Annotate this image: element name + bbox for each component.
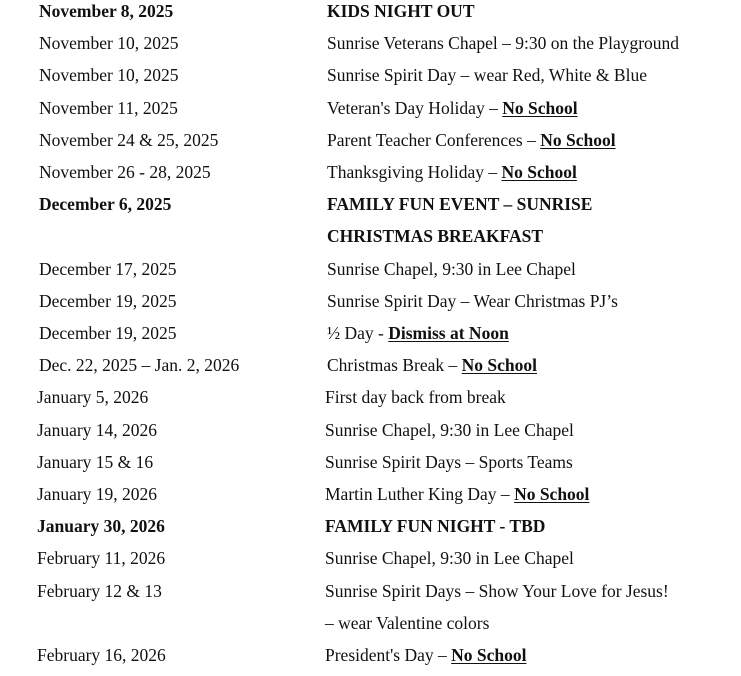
calendar-row xyxy=(0,97,741,129)
calendar-row xyxy=(0,612,741,644)
event-date: January 5, 2026 xyxy=(37,387,149,408)
event-date: January 19, 2026 xyxy=(37,484,158,504)
event-text: Sunrise Chapel, 9:30 in Lee Chapel xyxy=(325,419,574,440)
event-description xyxy=(327,97,578,119)
event-emphasis: No School xyxy=(501,162,577,182)
event-emphasis: No School xyxy=(461,355,537,376)
event-description xyxy=(325,612,489,634)
calendar-row xyxy=(0,290,741,322)
event-text: Sunrise Spirit Day – wear Red, White & Blue xyxy=(327,65,647,86)
event-date: November 10, 2025 xyxy=(39,65,179,86)
event-description xyxy=(327,225,543,247)
event-emphasis: No School xyxy=(540,129,616,150)
event-description xyxy=(325,483,589,505)
event-date: December 19, 2025 xyxy=(39,323,177,343)
event-description xyxy=(325,547,574,569)
event-date: December 17, 2025 xyxy=(39,258,177,279)
event-text: FAMILY FUN EVENT – SUNRISE xyxy=(327,194,593,215)
event-text: Sunrise Chapel, 9:30 in Lee Chapel xyxy=(325,548,574,569)
event-emphasis: No School xyxy=(451,645,527,665)
event-date: January 14, 2026 xyxy=(37,419,158,440)
event-date: November 10, 2025 xyxy=(39,33,179,54)
event-description xyxy=(325,451,573,473)
event-description xyxy=(327,129,616,151)
calendar-row xyxy=(0,161,741,193)
event-date: February 16, 2026 xyxy=(37,645,166,665)
calendar-row xyxy=(0,225,741,257)
calendar-row xyxy=(0,644,741,676)
event-text: – wear Valentine colors xyxy=(325,612,490,633)
event-date: January 30, 2026 xyxy=(37,516,165,537)
event-description xyxy=(327,64,647,86)
event-description xyxy=(327,161,577,183)
event-date: November 8, 2025 xyxy=(39,1,174,21)
event-text: Christmas Break – xyxy=(327,355,462,376)
calendar-row xyxy=(0,547,741,579)
event-description xyxy=(327,354,537,376)
event-text: FAMILY FUN NIGHT - TBD xyxy=(325,516,546,537)
event-description xyxy=(325,515,545,537)
calendar-row xyxy=(0,419,741,451)
event-text: Parent Teacher Conferences – xyxy=(327,129,541,150)
event-description xyxy=(327,258,576,280)
calendar-row xyxy=(0,258,741,290)
event-date: November 26 - 28, 2025 xyxy=(39,162,211,182)
calendar-row xyxy=(0,354,741,386)
calendar-row xyxy=(0,580,741,612)
event-emphasis: No School xyxy=(514,484,590,504)
calendar-row xyxy=(0,64,741,96)
event-text: Sunrise Spirit Day – Wear Christmas PJ’s xyxy=(327,290,618,311)
event-text: Thanksgiving Holiday – xyxy=(327,162,502,182)
event-description xyxy=(327,0,475,22)
event-description xyxy=(327,290,618,312)
calendar-row xyxy=(0,129,741,161)
calendar-row xyxy=(0,451,741,483)
event-date: Dec. 22, 2025 – Jan. 2, 2026 xyxy=(39,355,240,376)
calendar-row xyxy=(0,483,741,515)
event-date: December 6, 2025 xyxy=(39,194,172,215)
event-text: Sunrise Chapel, 9:30 in Lee Chapel xyxy=(327,258,576,279)
event-date: January 15 & 16 xyxy=(37,451,154,472)
event-description xyxy=(325,419,574,441)
event-text: President's Day – xyxy=(325,645,452,665)
calendar-row xyxy=(0,386,741,418)
event-text: Sunrise Spirit Days – Sports Teams xyxy=(325,451,573,472)
event-date: February 12 & 13 xyxy=(37,580,162,601)
event-date: February 11, 2026 xyxy=(37,548,166,569)
event-text: Veteran's Day Holiday – xyxy=(327,97,503,118)
event-emphasis: No School xyxy=(502,97,578,118)
calendar-row xyxy=(0,193,741,225)
event-description xyxy=(325,386,506,408)
event-date: November 24 & 25, 2025 xyxy=(39,129,219,150)
event-date: December 19, 2025 xyxy=(39,290,177,311)
event-description xyxy=(325,644,526,666)
event-text: Martin Luther King Day – xyxy=(325,484,515,504)
event-description xyxy=(325,580,669,602)
event-description xyxy=(327,322,509,344)
event-description xyxy=(327,32,679,54)
calendar-row xyxy=(0,0,741,32)
event-date: November 11, 2025 xyxy=(39,97,178,118)
event-text: KIDS NIGHT OUT xyxy=(327,1,475,21)
calendar-row xyxy=(0,322,741,354)
calendar-row xyxy=(0,515,741,547)
event-emphasis: Dismiss at Noon xyxy=(388,323,509,343)
event-text: Sunrise Spirit Days – Show Your Love for Jesus! xyxy=(325,580,669,601)
event-text: ½ Day - xyxy=(327,323,389,343)
event-text: CHRISTMAS BREAKFAST xyxy=(327,226,544,247)
event-text: Sunrise Veterans Chapel – 9:30 on the Playground xyxy=(327,33,680,54)
event-text: First day back from break xyxy=(325,387,506,408)
event-description xyxy=(327,193,592,215)
calendar-row xyxy=(0,32,741,64)
